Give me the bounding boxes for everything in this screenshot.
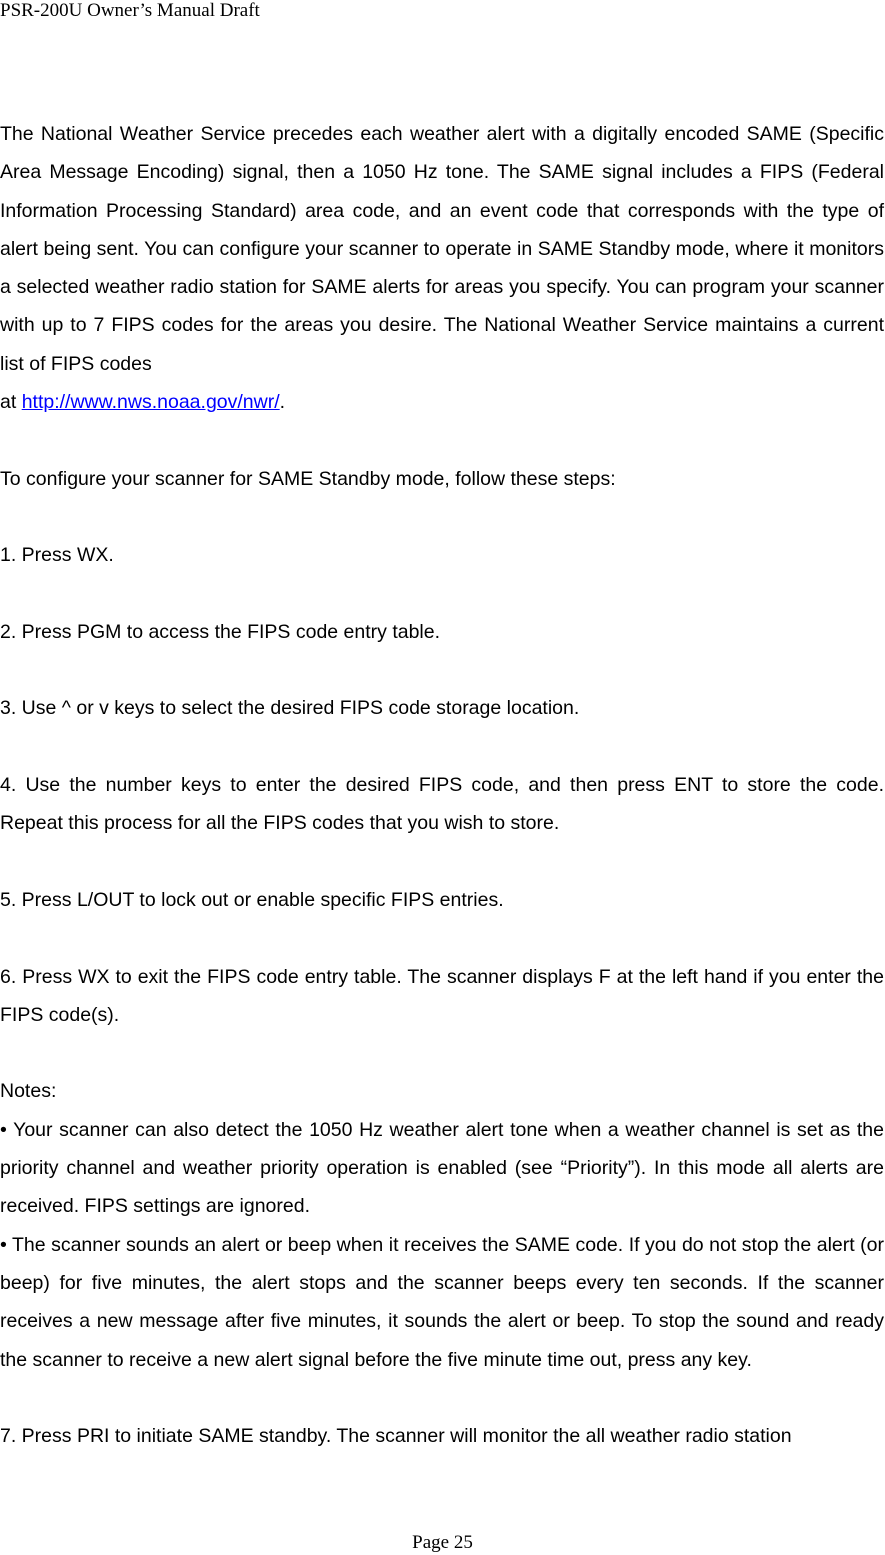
step-2: 2. Press PGM to access the FIPS code entry table. [0, 620, 441, 643]
intro-text: The National Weather Service precedes each weather alert with a digitally encoded SAME (Specific Area Message Encoding) signal, then a 1050 Hz tone. The SAME signal includes a FIPS (Federal Information Processing Standard) area code, and an event code that corresponds with the type of alert being sent. You can configure your scanner to operate in SAME Standby mode, where it monitors a selected weather radio station for SAME alerts for areas you specify. You can program your scanner with up to 7 FIPS codes for the areas you desire. The National Weather Service maintains a current list of FIPS codes [0, 123, 884, 375]
manual-content [0, 115, 884, 1455]
configure-intro: To configure your scanner for SAME Standby mode, follow these steps: [0, 467, 616, 490]
nws-link[interactable]: http://www.nws.noaa.gov/nwr/ [21, 391, 280, 414]
step-7: 7. Press PRI to initiate SAME standby. The scanner will monitor the all weather radio station [0, 1425, 792, 1448]
step-4: 4. Use the number keys to enter the desired FIPS code, and then press ENT to store the code. Repeat this process for all the FIPS codes that you wish to store. [0, 774, 884, 835]
intro-link-prefix: at [0, 391, 22, 414]
notes-heading: Notes: [0, 1080, 57, 1103]
step-5: 5. Press L/OUT to lock out or enable specific FIPS entries. [0, 888, 504, 911]
step-6: 6. Press WX to exit the FIPS code entry table. The scanner displays F at the left hand if you enter the FIPS code(s). [0, 965, 884, 1026]
step-3: 3. Use ^ or v keys to select the desired FIPS code storage location. [0, 697, 580, 720]
intro-link-suffix: . [279, 391, 286, 414]
step-1: 1. Press WX. [0, 544, 114, 567]
note-2: • The scanner sounds an alert or beep when it receives the SAME code. If you do not stop the alert (or beep) for five minutes, the alert stops and the scanner beeps every ten seconds. If the scanner receives a new message after five minutes, it sounds the alert or beep. To stop the sound and ready the scanner to receive a new alert signal before the five minute time out, press any key. [0, 1233, 884, 1371]
page-header: PSR-200U Owner’s Manual Draft [0, 0, 260, 21]
note-1: • Your scanner can also detect the 1050 Hz weather alert tone when a weather channel is set as the priority channel and weather priority operation is enabled (see “Priority”). In this mode all alerts are received. FIPS settings are ignored. [0, 1118, 884, 1218]
intro-paragraph [0, 115, 884, 421]
page-number: Page 25 [412, 1532, 473, 1553]
